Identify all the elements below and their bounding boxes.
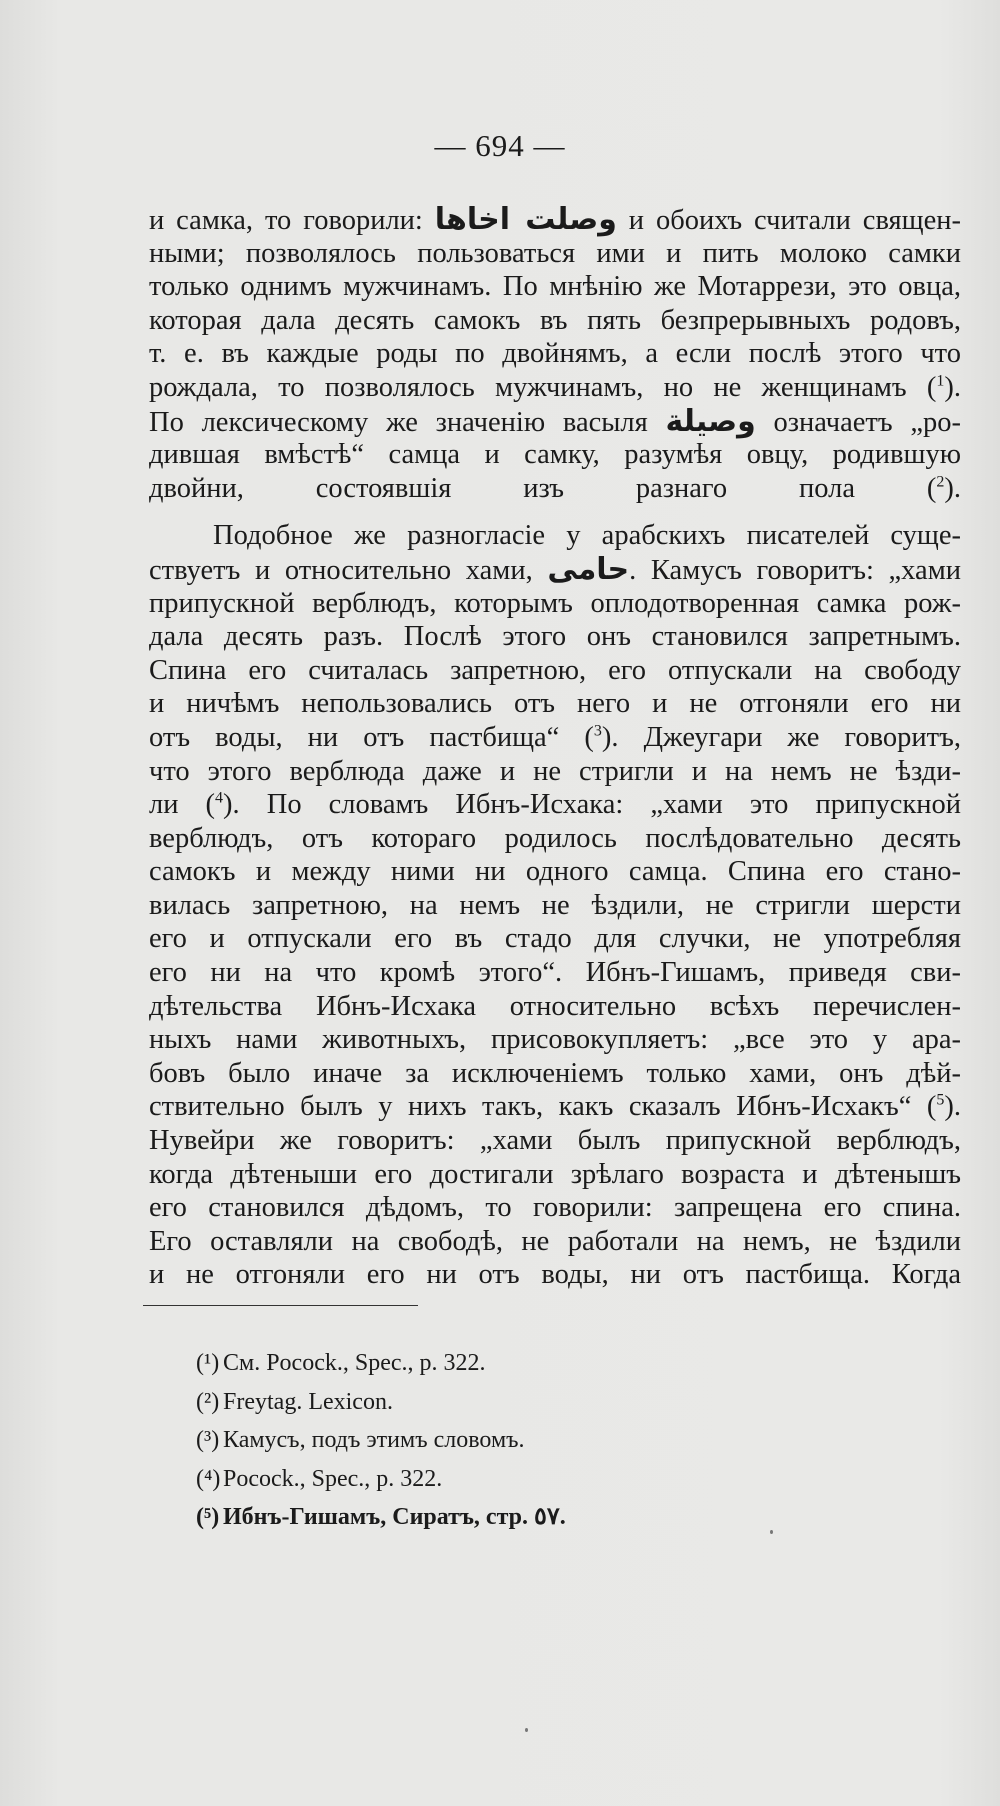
- line-text: самокъ и между ними ни одного самца. Спина его стано-: [149, 856, 961, 888]
- footnotes: [196, 1344, 796, 1537]
- arabic-word: وصلت اخاها: [434, 202, 617, 237]
- line-text: ными; позволялось пользоваться ими и пить молоко самки: [149, 237, 961, 269]
- line-text: ствуетъ и относительно хами,: [149, 554, 548, 586]
- line-text: которая дала десять самокъ въ пять безпрерывныхъ родовъ,: [149, 304, 961, 336]
- line-text: ).: [944, 472, 961, 504]
- arabic-word: وصيلة: [665, 403, 756, 439]
- page-number: — 694 —: [434, 128, 566, 163]
- line-text: . Камусъ говоритъ: „хами: [629, 554, 961, 586]
- line-text: ).: [944, 1091, 961, 1123]
- text-line: [149, 1124, 961, 1158]
- text-line: [149, 855, 961, 889]
- footnote-reference[interactable]: 4: [215, 789, 224, 807]
- text-line: [149, 755, 961, 789]
- paper-speck: [525, 1728, 528, 1732]
- footnote-reference[interactable]: 2: [936, 473, 945, 491]
- line-text: когда дѣтеныши его достигали зрѣлаго возраста и дѣтенышъ: [149, 1158, 961, 1190]
- line-text: его и отпускали его въ стадо для случки, не употребляя: [149, 923, 961, 955]
- text-line: [149, 822, 961, 856]
- text-line: [149, 304, 961, 338]
- footnote: [196, 1344, 796, 1383]
- footnote-text: Freytag. Lexicon.: [223, 1388, 393, 1415]
- line-text: ныхъ нами животныхъ, присовокупляетъ: „все это у ара-: [149, 1024, 961, 1056]
- text-line: [149, 519, 961, 553]
- text-line: [149, 203, 961, 237]
- text-line: [149, 654, 961, 688]
- footnote-text: См. Pocock., Spec., p. 322.: [223, 1350, 486, 1376]
- text-line: [149, 990, 961, 1024]
- text-line: [149, 1258, 961, 1292]
- footnote-reference[interactable]: 5: [936, 1091, 945, 1109]
- text-line: [149, 1225, 961, 1259]
- text-line: [149, 237, 961, 271]
- text-line: [149, 337, 961, 371]
- line-text: т. е. въ каждые роды по двойнямъ, а если послѣ этого что: [149, 338, 961, 370]
- text-line: [149, 788, 961, 822]
- text-line: [149, 1023, 961, 1057]
- text-line: [149, 1090, 961, 1124]
- text-line: [149, 371, 961, 405]
- text-line: [149, 270, 961, 304]
- line-text: рождала, то позволялось мужчинамъ, но не женщинамъ (: [149, 371, 937, 403]
- text-line: [149, 587, 961, 621]
- text-line: [149, 1191, 961, 1225]
- line-text: Нувейри же говоритъ: „хами былъ припускной верблюдъ,: [149, 1125, 961, 1157]
- footnote: [196, 1460, 796, 1499]
- line-text: его становился дѣдомъ, то говорили: запрещена его спина.: [149, 1192, 961, 1224]
- footnote-reference[interactable]: 3: [593, 722, 602, 740]
- footnote-text: Pocock., Spec., p. 322.: [223, 1465, 443, 1492]
- line-text: двойни, состоявшія изъ разнаго пола (: [149, 472, 937, 504]
- text-line: [149, 922, 961, 956]
- footnote-mark: (³): [196, 1427, 220, 1453]
- paper-speck: [770, 1530, 773, 1534]
- footnote-separator: [143, 1305, 418, 1306]
- footnote-mark: (⁴): [196, 1465, 221, 1492]
- arabic-word: حامى: [547, 551, 630, 587]
- footnote-text: Ибнъ-Гишамъ, Сиратъ, стр. ٥٧.: [223, 1504, 566, 1530]
- text-line: [149, 721, 961, 755]
- text-line: [149, 405, 961, 439]
- text-line: [149, 687, 961, 721]
- line-text: дѣтельства Ибнъ-Исхака относительно всѣхъ перечислен-: [149, 990, 961, 1022]
- text-line: [149, 472, 961, 506]
- line-text: ). Джеугари же говоритъ,: [601, 721, 961, 753]
- line-text: Спина его считалась запретною, его отпускали на свободу: [149, 654, 961, 686]
- line-text: припускной верблюдъ, которымъ оплодотворенная самка рож-: [149, 587, 961, 619]
- line-text: ). По словамъ Ибнъ-Исхака: „хами это припускной: [223, 789, 962, 821]
- footnote-mark: (¹): [196, 1350, 220, 1376]
- line-text: дала десять разъ. Послѣ этого онъ становился запретнымъ.: [149, 621, 961, 653]
- footnote-reference[interactable]: 1: [936, 372, 945, 390]
- line-text: и самка, то говорили:: [149, 205, 435, 236]
- line-text: и не отгоняли его ни отъ воды, ни отъ пастбища. Когда: [149, 1259, 961, 1291]
- line-text: ствительно былъ у нихъ такъ, какъ сказалъ Ибнъ-Исхакъ“ (: [149, 1091, 937, 1123]
- footnote-mark: (²): [196, 1388, 220, 1415]
- line-text: означаетъ „ро-: [755, 406, 962, 438]
- footnote-text: Камусъ, подъ этимъ словомъ.: [223, 1427, 525, 1453]
- text-line: [149, 438, 961, 472]
- footnote: [196, 1383, 796, 1422]
- paragraph-gap: [149, 505, 961, 519]
- text-line: [149, 889, 961, 923]
- line-text: дившая вмѣстѣ“ самца и самку, разумѣя овцу, родившую: [149, 439, 961, 471]
- line-text: Подобное же разногласіе у арабскихъ писателей суще-: [213, 520, 961, 552]
- line-text: его ни на что кромѣ этого“. Ибнъ-Гишамъ, приведя сви-: [149, 957, 961, 989]
- line-text: вилась запретною, на немъ не ѣздили, не стригли шерсти: [149, 889, 961, 921]
- line-text: отъ воды, ни отъ пастбища“ (: [149, 721, 594, 753]
- line-text: По лексическому же значенію васыля: [149, 406, 666, 438]
- line-text: что этого верблюда даже и не стригли и на немъ не ѣзди-: [149, 755, 961, 787]
- line-text: Его оставляли на свободѣ, не работали на немъ, не ѣздили: [149, 1225, 961, 1257]
- line-text: ли (: [149, 789, 216, 821]
- text-line: [149, 956, 961, 990]
- line-text: и обоихъ считали священ-: [616, 205, 961, 236]
- text-line: [149, 553, 961, 587]
- main-text: [149, 203, 961, 1292]
- footnote: [196, 1498, 796, 1537]
- line-text: ).: [944, 371, 961, 403]
- line-text: и ничѣмъ непользовались отъ него и не отгоняли его ни: [149, 688, 961, 720]
- footnote: [196, 1421, 796, 1460]
- text-line: [149, 620, 961, 654]
- line-text: только однимъ мужчинамъ. По мнѣнію же Мотаррези, это овца,: [149, 271, 961, 303]
- footnote-mark: (⁵): [196, 1504, 220, 1530]
- line-text: бовъ было иначе за исключеніемъ только хами, онъ дѣй-: [149, 1057, 961, 1089]
- text-line: [149, 1057, 961, 1091]
- text-line: [149, 1158, 961, 1192]
- line-text: верблюдъ, отъ котораго родилось послѣдовательно десять: [149, 822, 961, 854]
